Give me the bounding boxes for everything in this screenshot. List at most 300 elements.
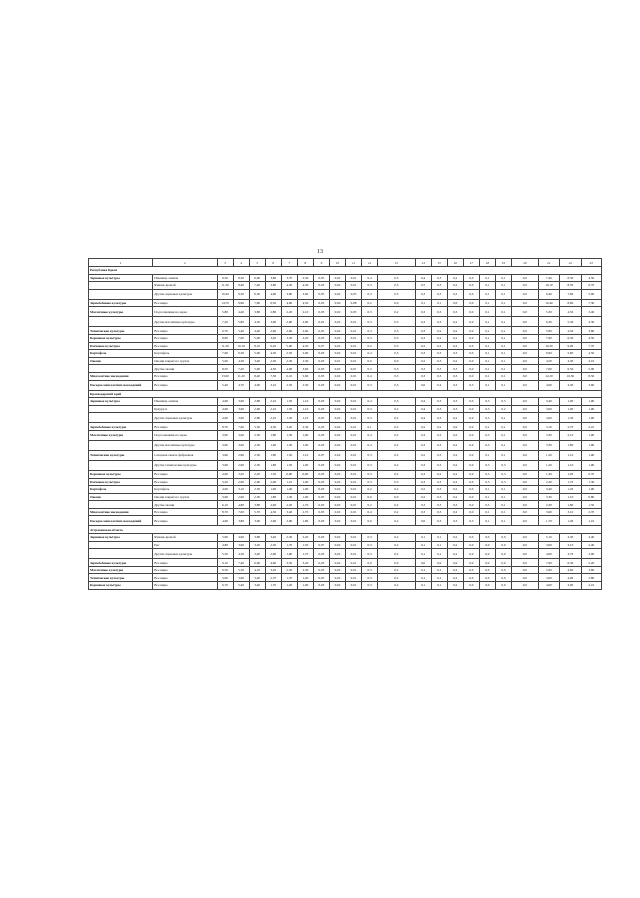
value-cell: 0,02 (329, 516, 345, 526)
crop-type-cell: Все виды (153, 508, 217, 516)
value-cell: 0,2 (447, 357, 463, 365)
value-cell: 2,30 (538, 501, 559, 509)
crop-group-cell (89, 413, 153, 423)
value-cell: 0,03 (346, 289, 362, 299)
value-cell: 0,0 (463, 549, 479, 559)
value-cell: 0,2 (447, 486, 463, 494)
value-cell: 0,1 (415, 549, 431, 559)
value-cell: 9,10 (217, 559, 233, 567)
crop-type-cell: Другие масличные культуры (153, 440, 217, 450)
value-cell: 0,1 (479, 365, 495, 373)
value-cell: 9,90 (233, 299, 249, 307)
crop-type-cell: Картофель (153, 486, 217, 494)
value-cell: 0,1 (431, 549, 447, 559)
value-cell: 2,30 (297, 357, 313, 365)
value-cell: 0,3 (378, 342, 415, 350)
value-cell: 0,0 (362, 516, 378, 526)
crop-type-cell: Все виды (153, 516, 217, 526)
crop-type-cell: Пшеница озимая (153, 398, 217, 406)
value-cell: 0,1 (495, 380, 511, 390)
value-cell: 1,70 (281, 574, 297, 582)
value-cell: 1,30 (281, 430, 297, 440)
table-row (89, 470, 602, 478)
value-cell: 5,00 (281, 342, 297, 350)
table-row (89, 501, 602, 509)
value-cell: 2,90 (233, 478, 249, 486)
value-cell: 1,50 (281, 450, 297, 460)
value-cell: 3,60 (233, 574, 249, 582)
value-cell: 6,00 (249, 274, 265, 282)
value-cell: 0,02 (329, 307, 345, 317)
crop-type-cell: Все виды (153, 327, 217, 335)
value-cell: 3,40 (581, 307, 601, 317)
value-cell: 0,1 (415, 574, 431, 582)
crop-group-cell: Картофель (89, 350, 153, 358)
value-cell: 7,60 (233, 423, 249, 431)
value-cell: 0,03 (313, 372, 329, 380)
value-cell: 3,90 (217, 574, 233, 582)
value-cell: 0,2 (378, 413, 415, 423)
value-cell: 0,2 (378, 430, 415, 440)
value-cell: 4,50 (581, 274, 601, 282)
crop-group-cell: Технические культуры (89, 450, 153, 460)
value-cell: 5,60 (538, 566, 559, 574)
table-row (89, 413, 602, 423)
value-cell: 0,2 (431, 342, 447, 350)
crop-group-cell: Масличные культуры (89, 430, 153, 440)
value-cell: 7,40 (233, 559, 249, 567)
value-cell: 2,30 (297, 423, 313, 431)
value-cell: 4,30 (265, 350, 281, 358)
value-cell: 0,2 (378, 501, 415, 509)
value-cell: 0,2 (431, 334, 447, 342)
value-cell: 1,00 (581, 430, 601, 440)
value-cell: 0,0 (495, 559, 511, 567)
value-cell: 0,0 (511, 470, 538, 478)
value-cell: 0,0 (479, 574, 495, 582)
value-cell: 2,70 (297, 508, 313, 516)
value-cell: 0,01 (346, 365, 362, 373)
value-cell: 0,2 (431, 470, 447, 478)
value-cell: 6,20 (265, 342, 281, 350)
value-cell: 6,30 (249, 289, 265, 299)
value-cell: 0,0 (511, 405, 538, 413)
value-cell: 1,50 (265, 470, 281, 478)
value-cell: 0,3 (378, 478, 415, 486)
value-cell: 0,4 (362, 274, 378, 282)
crop-type-cell: Другие овощи (153, 365, 217, 373)
value-cell: 0,01 (346, 440, 362, 450)
value-cell: 0,1 (431, 299, 447, 307)
value-cell: 0,01 (346, 534, 362, 542)
value-cell: 11,30 (217, 342, 233, 350)
value-cell: 0,2 (431, 327, 447, 335)
value-cell: 0,1 (479, 357, 495, 365)
value-cell: 1,70 (538, 516, 559, 526)
crop-group-cell (89, 405, 153, 413)
value-cell: 0,1 (495, 365, 511, 373)
value-cell: 2,10 (560, 430, 581, 440)
value-cell: 0,1 (495, 440, 511, 450)
value-cell: 0,02 (329, 559, 345, 567)
value-cell: 0,02 (329, 460, 345, 470)
value-cell: 6,50 (265, 299, 281, 307)
value-cell: 2,90 (297, 350, 313, 358)
value-cell: 0,3 (362, 289, 378, 299)
value-cell: 5,10 (538, 534, 559, 542)
table-row (89, 549, 602, 559)
value-cell: 2,30 (297, 566, 313, 574)
value-cell: 3,40 (265, 534, 281, 542)
crop-type-cell: Все виды (153, 574, 217, 582)
value-cell: 0,0 (463, 307, 479, 317)
table-header-row (89, 259, 602, 267)
value-cell: 0,0 (511, 478, 538, 486)
value-cell: 0,05 (313, 289, 329, 299)
value-cell: 0,3 (415, 327, 431, 335)
value-cell: 0,3 (378, 317, 415, 327)
value-cell: 0,1 (431, 534, 447, 542)
crop-group-cell: Масличные культуры (89, 307, 153, 317)
table-row (89, 365, 602, 373)
column-header: 9 (313, 259, 329, 267)
value-cell: 0,01 (346, 493, 362, 501)
value-cell: 0,1 (479, 289, 495, 299)
value-cell: 4,80 (233, 501, 249, 509)
value-cell: 0,1 (495, 357, 511, 365)
crop-group-cell: Бахчевые культуры (89, 478, 153, 486)
value-cell: 0,1 (495, 342, 511, 350)
value-cell: 3,60 (233, 405, 249, 413)
value-cell: 1,70 (297, 501, 313, 509)
value-cell: 0,3 (431, 508, 447, 516)
value-cell: 3,80 (249, 534, 265, 542)
value-cell: 5,30 (538, 307, 559, 317)
value-cell: 0,0 (463, 430, 479, 440)
value-cell: 0,3 (431, 501, 447, 509)
value-cell: 0,1 (495, 430, 511, 440)
value-cell: 0,3 (362, 549, 378, 559)
crop-type-cell: Все виды (153, 470, 217, 478)
column-header: 1 (89, 259, 153, 267)
crop-group-cell (89, 541, 153, 549)
value-cell: 1,20 (538, 450, 559, 460)
value-cell: 0,01 (346, 501, 362, 509)
crop-group-cell: Посадка многолетних насаждений (89, 380, 153, 390)
value-cell: 1,00 (297, 440, 313, 450)
crop-group-cell (89, 365, 153, 373)
value-cell: 3,30 (538, 440, 559, 450)
value-cell: 0,03 (313, 357, 329, 365)
value-cell: 0,03 (346, 307, 362, 317)
value-cell: 3,60 (538, 413, 559, 423)
value-cell: 0,0 (511, 307, 538, 317)
value-cell: 1,00 (581, 460, 601, 470)
crop-group-cell: Зерновые культуры (89, 534, 153, 542)
value-cell: 0,3 (362, 327, 378, 335)
value-cell: 0,02 (313, 317, 329, 327)
value-cell: 0,2 (362, 342, 378, 350)
table-row (89, 440, 602, 450)
value-cell: 5,40 (233, 582, 249, 590)
value-cell: 7,20 (233, 365, 249, 373)
value-cell: 5,30 (233, 566, 249, 574)
value-cell: 0,4 (362, 440, 378, 450)
value-cell: 0,05 (313, 574, 329, 582)
value-cell: 0,0 (431, 559, 447, 567)
value-cell: 1,10 (297, 405, 313, 413)
value-cell: 0,2 (447, 470, 463, 478)
value-cell: 6,10 (281, 372, 297, 380)
value-cell: 0,02 (329, 365, 345, 373)
value-cell: 0,0 (463, 334, 479, 342)
crop-group-cell (89, 282, 153, 290)
value-cell: 0,3 (362, 405, 378, 413)
value-cell: 1,50 (297, 541, 313, 549)
value-cell: 0,2 (378, 470, 415, 478)
value-cell: 4,40 (249, 327, 265, 335)
value-cell: 3,00 (233, 430, 249, 440)
value-cell: 0,0 (463, 470, 479, 478)
value-cell: 0,0 (463, 493, 479, 501)
value-cell: 6,50 (217, 566, 233, 574)
value-cell: 0,05 (313, 508, 329, 516)
value-cell: 0,02 (329, 413, 345, 423)
value-cell: 0,2 (415, 357, 431, 365)
value-cell: 1,20 (560, 486, 581, 494)
value-cell: 7,00 (233, 508, 249, 516)
value-cell: 0,3 (447, 398, 463, 406)
value-cell: 0,2 (362, 299, 378, 307)
value-cell: 0,1 (495, 327, 511, 335)
value-cell: 0,0 (463, 282, 479, 290)
crop-type-cell: Другие зерновые культуры (153, 289, 217, 299)
value-cell: 1,00 (581, 413, 601, 423)
value-cell: 2,10 (265, 413, 281, 423)
value-cell: 0,03 (313, 380, 329, 390)
value-cell: 0,3 (415, 289, 431, 299)
column-header: 8 (297, 259, 313, 267)
region-name: Астраханская область (89, 526, 602, 534)
value-cell: 0,01 (346, 380, 362, 390)
value-cell: 0,1 (415, 534, 431, 542)
crop-group-cell: Бахчевые культуры (89, 342, 153, 350)
value-cell: 0,07 (313, 450, 329, 460)
value-cell: 3,30 (538, 430, 559, 440)
value-cell: 2,30 (281, 357, 297, 365)
value-cell: 0,1 (362, 423, 378, 431)
table-row (89, 423, 602, 431)
value-cell: 0,0 (378, 559, 415, 567)
value-cell: 0,3 (447, 405, 463, 413)
value-cell: 0,0 (511, 541, 538, 549)
value-cell: 1,30 (560, 413, 581, 423)
crop-group-cell: Зернобобовые культуры (89, 559, 153, 567)
value-cell: 2,10 (265, 405, 281, 413)
value-cell: 2,50 (249, 486, 265, 494)
value-cell: 0,1 (495, 508, 511, 516)
value-cell: 0,0 (511, 350, 538, 358)
value-cell: 0,03 (313, 405, 329, 413)
value-cell: 3,30 (538, 493, 559, 501)
value-cell: 6,70 (217, 582, 233, 590)
value-cell: 0,02 (329, 549, 345, 559)
data-table (88, 258, 602, 590)
crop-group-cell: Масличные культуры (89, 566, 153, 574)
column-header: 20 (511, 259, 538, 267)
value-cell: 0,3 (362, 478, 378, 486)
table-row (89, 430, 602, 440)
value-cell: 0,0 (511, 566, 538, 574)
value-cell: 7,70 (581, 342, 601, 350)
table-row (89, 357, 602, 365)
column-header: 4 (233, 259, 249, 267)
value-cell: 0,0 (511, 549, 538, 559)
value-cell: 4,30 (297, 282, 313, 290)
table-row (89, 317, 602, 327)
value-cell: 3,40 (265, 334, 281, 342)
value-cell: 0,2 (447, 413, 463, 423)
value-cell: 13,90 (217, 372, 233, 380)
value-cell: 0,0 (511, 501, 538, 509)
value-cell: 2,60 (281, 327, 297, 335)
value-cell: 1,40 (281, 486, 297, 494)
value-cell: 8,80 (217, 334, 233, 342)
value-cell: 3,60 (297, 289, 313, 299)
value-cell: 4,50 (265, 365, 281, 373)
region-header-row (89, 267, 602, 275)
value-cell: 3,50 (281, 334, 297, 342)
value-cell: 0,01 (346, 574, 362, 582)
value-cell: 0,3 (415, 501, 431, 509)
value-cell: 0,2 (378, 423, 415, 431)
value-cell: 0,3 (447, 380, 463, 390)
value-cell: 0,1 (479, 508, 495, 516)
value-cell: 0,3 (447, 516, 463, 526)
value-cell: 0,4 (415, 274, 431, 282)
value-cell: 0,0 (511, 582, 538, 590)
value-cell: 2,80 (265, 307, 281, 317)
value-cell: 0,03 (313, 486, 329, 494)
value-cell: 4,30 (560, 357, 581, 365)
value-cell: 3,50 (281, 559, 297, 567)
value-cell: 0,3 (415, 334, 431, 342)
value-cell: 10,30 (560, 372, 581, 380)
value-cell: 0,0 (463, 534, 479, 542)
value-cell: 6,90 (538, 350, 559, 358)
value-cell: 0,0 (463, 357, 479, 365)
value-cell: 3,80 (249, 307, 265, 317)
value-cell: 0,1 (495, 289, 511, 299)
value-cell: 12,20 (538, 372, 559, 380)
value-cell: 0,0 (495, 549, 511, 559)
value-cell: 0,1 (431, 582, 447, 590)
value-cell: 8,50 (581, 372, 601, 380)
value-cell: 0,3 (415, 350, 431, 358)
value-cell: 0,4 (415, 405, 431, 413)
value-cell: 0,07 (313, 541, 329, 549)
value-cell: 0,3 (378, 327, 415, 335)
table-row (89, 282, 602, 290)
table-row (89, 289, 602, 299)
value-cell: 0,0 (511, 365, 538, 373)
value-cell: 0,03 (313, 282, 329, 290)
value-cell: 9,30 (217, 274, 233, 282)
value-cell: 0,3 (415, 440, 431, 450)
value-cell: 2,10 (581, 582, 601, 590)
value-cell: 4,60 (217, 413, 233, 423)
value-cell: 3,80 (281, 289, 297, 299)
value-cell: 5,60 (560, 350, 581, 358)
value-cell: 3,00 (249, 516, 265, 526)
value-cell: 0,2 (447, 541, 463, 549)
value-cell: 0,3 (463, 380, 479, 390)
value-cell: 0,02 (329, 493, 345, 501)
value-cell: 0,2 (447, 327, 463, 335)
value-cell: 0,03 (313, 430, 329, 440)
value-cell: 0,0 (511, 440, 538, 450)
value-cell: 0,03 (313, 470, 329, 478)
crop-group-cell: Технические культуры (89, 574, 153, 582)
value-cell: 0,0 (447, 559, 463, 567)
value-cell: 1,30 (281, 493, 297, 501)
value-cell: 3,40 (249, 574, 265, 582)
value-cell: 1,80 (265, 460, 281, 470)
crop-group-cell: Посадка многолетних насаждений (89, 516, 153, 526)
value-cell: 0,3 (479, 398, 495, 406)
value-cell: 0,3 (415, 317, 431, 327)
value-cell: 0,2 (378, 566, 415, 574)
value-cell: 3,70 (560, 549, 581, 559)
value-cell: 4,70 (233, 380, 249, 390)
value-cell: 0,0 (362, 559, 378, 567)
value-cell: 0,01 (346, 334, 362, 342)
crop-type-cell: Все виды (153, 372, 217, 380)
value-cell: 0,0 (463, 327, 479, 335)
value-cell: 0,1 (431, 541, 447, 549)
value-cell: 0,0 (511, 493, 538, 501)
value-cell: 0,1 (479, 342, 495, 350)
value-cell: 0,2 (378, 508, 415, 516)
value-cell: 1,90 (265, 486, 281, 494)
value-cell: 0,01 (346, 274, 362, 282)
column-header: 2 (153, 259, 217, 267)
value-cell: 0,3 (362, 566, 378, 574)
value-cell: 0,1 (415, 299, 431, 307)
value-cell: 0,3 (362, 470, 378, 478)
value-cell: 1,70 (560, 478, 581, 486)
value-cell: 3,20 (297, 559, 313, 567)
table-row (89, 574, 602, 582)
value-cell: 0,0 (463, 405, 479, 413)
value-cell: 0,1 (479, 372, 495, 380)
value-cell: 4,00 (538, 582, 559, 590)
value-cell: 7,60 (538, 365, 559, 373)
value-cell: 0,03 (313, 299, 329, 307)
value-cell: 0,0 (495, 566, 511, 574)
crop-group-cell: Технические культуры (89, 327, 153, 335)
value-cell: 10,10 (233, 342, 249, 350)
value-cell: 0,2 (447, 450, 463, 460)
value-cell: 1,70 (281, 541, 297, 549)
value-cell: 0,3 (415, 430, 431, 440)
value-cell: 0,70 (581, 470, 601, 478)
crop-type-cell: Другие технические культуры (153, 460, 217, 470)
value-cell: 0,3 (495, 470, 511, 478)
value-cell: 0,1 (495, 307, 511, 317)
value-cell: 0,2 (447, 282, 463, 290)
value-cell: 0,0 (463, 541, 479, 549)
